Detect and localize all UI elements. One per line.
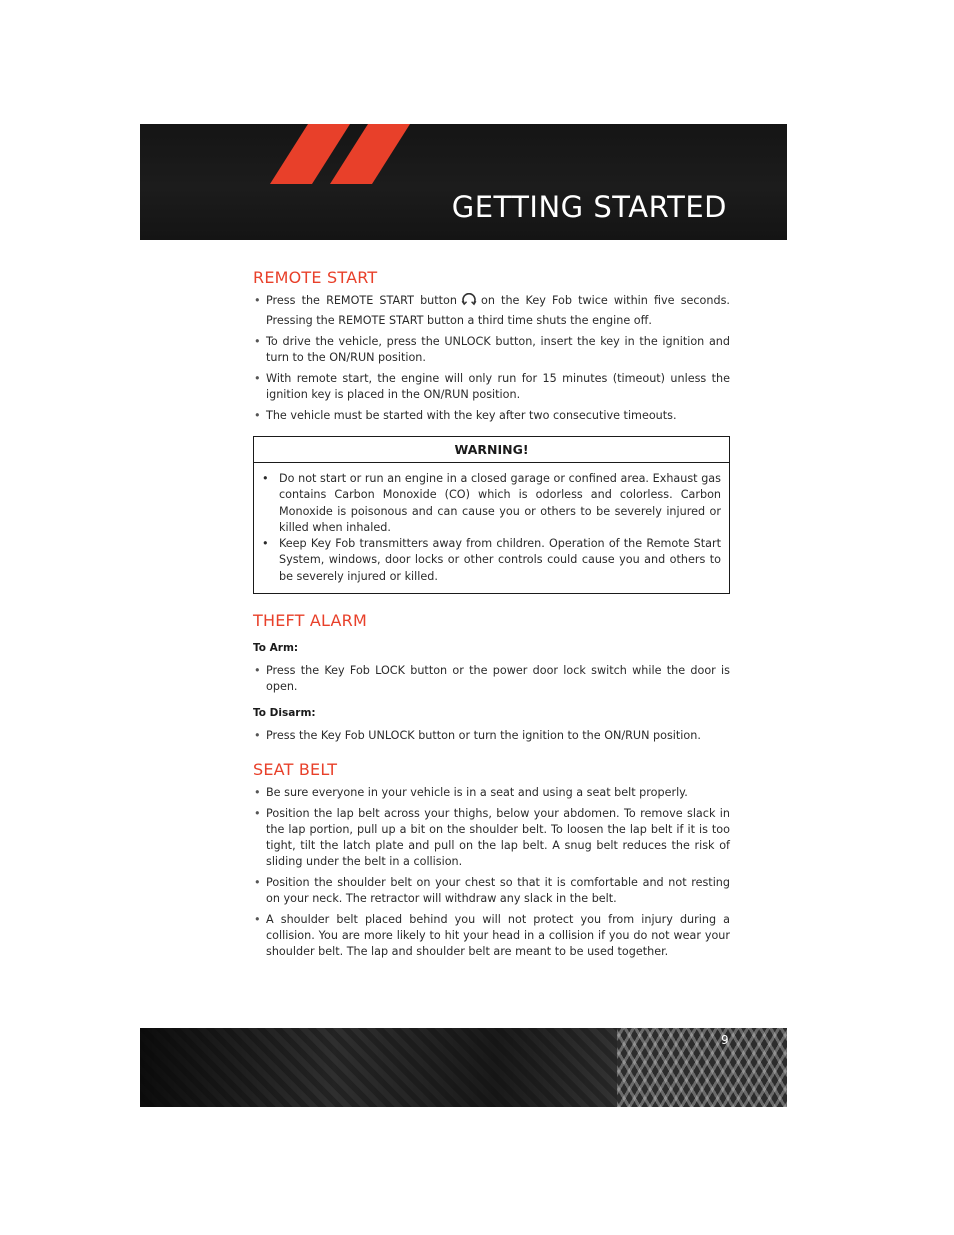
seat-belt-list [253,785,730,960]
vehicle-interior-photo [140,1028,787,1107]
list-item: • Be sure everyone in your vehicle is in a seat and using a seat belt properly. [253,785,730,801]
section-title-remote-start: REMOTE START [253,268,378,287]
list-item: • To drive the vehicle, press the UNLOCK button, insert the key in the ignition and turn to the ON/RUN position. [253,334,730,366]
header-band [140,124,787,240]
grille-pattern [617,1028,787,1107]
main-content [253,268,730,965]
warning-list [254,463,729,593]
arm-label: To Arm: [253,642,299,655]
page-title: GETTING STARTED [451,190,727,224]
disarm-label: To Disarm: [253,707,316,720]
warning-box [253,436,730,594]
list-item: • Position the lap belt across your thighs, below your abdomen. To remove slack in the lap portion, pull up a bit on the shoulder belt. To loosen the lap belt if it is too tight, tilt the latch plate and pull on the lap belt. A snug belt reduces the risk of sliding under the belt in a collision. [253,806,730,870]
list-item: • The vehicle must be started with the key after two consecutive timeouts. [253,408,730,424]
list-item: • Press the Key Fob LOCK button or the power door lock switch while the door is open. [253,663,730,695]
warning-item: • Keep Key Fob transmitters away from children. Operation of the Remote Start System, windows, door locks or other controls could cause you and others to be severely injured or killed. [262,536,721,585]
page-number: 9 [721,1033,729,1047]
section-title-seat-belt: SEAT BELT [253,760,338,780]
remote-start-list [253,293,730,424]
list-item: • Position the shoulder belt on your chest so that it is comfortable and not resting on your neck. The retractor will withdraw any slack in the belt. [253,875,730,907]
brand-stripes-logo [268,124,428,184]
list-item: • Press the REMOTE START button on the Key Fob twice within five seconds. Pressing the REMOTE START button a third time shuts the engine off. [253,293,730,329]
arm-list [253,663,730,695]
section-title-theft-alarm: THEFT ALARM [253,611,367,631]
remote-start-icon [461,293,477,313]
warning-item: • Do not start or run an engine in a closed garage or confined area. Exhaust gas contains Carbon Monoxide (CO) which is odorless and colorless. Carbon Monoxide is poisonous and can cause you or others to be severely injured or killed when inhaled. [262,471,721,536]
list-item: • With remote start, the engine will only run for 15 minutes (timeout) unless the ignition key is placed in the ON/RUN position. [253,371,730,403]
list-item: • Press the Key Fob UNLOCK button or turn the ignition to the ON/RUN position. [253,728,730,744]
disarm-list [253,728,730,744]
list-item: • A shoulder belt placed behind you will not protect you from injury during a collision. You are more likely to hit your head in a collision if you do not wear your shoulder belt. The lap and shoulder belt are meant to be used together. [253,912,730,960]
warning-title: WARNING! [254,437,729,463]
